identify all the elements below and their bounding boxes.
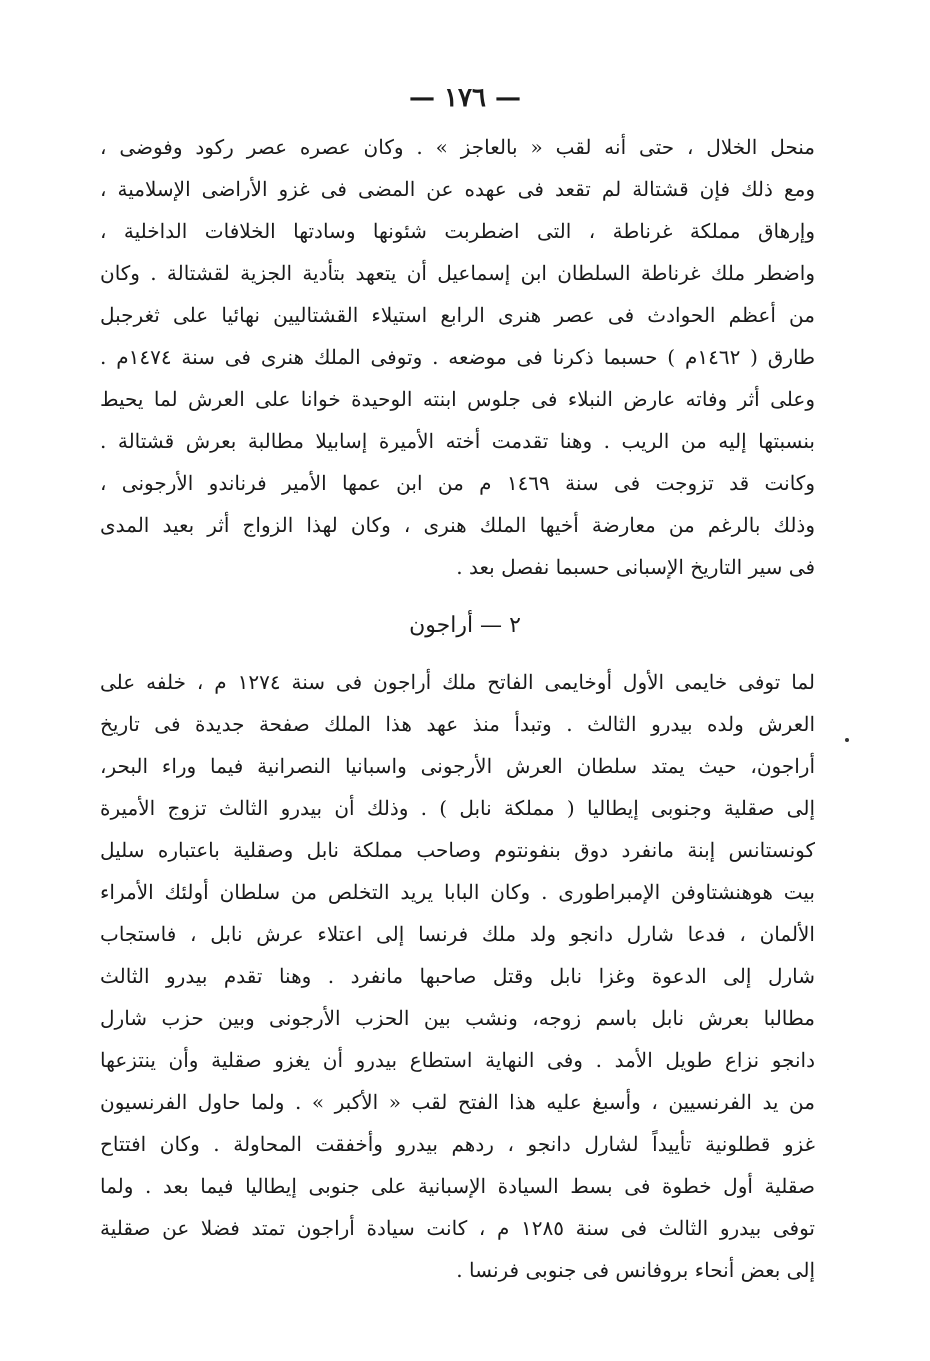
text-line: بيت هوهنشتاوفن الإمبراطورى . وكان البابا يريد التخلص من سلطان أولئك الأمراء	[100, 880, 815, 904]
text-line: توفى بيدرو الثالث فى سنة ١٢٨٥ م ، كانت سيادة أراجون تمتد فضلا عن صقلية	[100, 1216, 815, 1240]
text-line: مطالبا بعرش نابل باسم زوجه، ونشب بين الحزب الأرجونى وبين حزب شارل	[100, 1006, 815, 1030]
text-line: واضطر ملك غرناطة السلطان ابن إسماعيل أن يتعهد بتأدية الجزية لقشتالة . وكان	[100, 261, 815, 285]
text-line: لما توفى خايمى الأول أوخايمى الفاتح ملك أراجون فى سنة ١٢٧٤ م ، خلفه على	[100, 670, 815, 694]
scan-speck	[845, 738, 849, 742]
text-line: وكانت قد تزوجت فى سنة ١٤٦٩ م من ابن عمها الأمير فرناندو الأرجونى ،	[100, 471, 815, 495]
text-line: إلى بعض أنحاء بروفانس فى جنوبى فرنسا .	[456, 1258, 815, 1282]
text-line: طارق ( ١٤٦٢م ) حسبما ذكرنا فى موضعه . وتوفى الملك هنرى فى سنة ١٤٧٤م .	[100, 345, 815, 369]
page-number: — ١٧٦ —	[408, 83, 522, 113]
text-line: ومع ذلك فإن قشتالة لم تقعد فى عهده عن المضى فى غزو الأراضى الإسلامية ،	[100, 177, 815, 201]
text-line: صقلية أول خطوة فى بسط السيادة الإسبانية على جنوبى إيطاليا فيما بعد . ولما	[100, 1174, 815, 1198]
text-line: وعلى أثر وفاته عارض النبلاء فى جلوس ابنته الوحيدة خوانا على العرش لما يحيط	[100, 387, 815, 411]
paragraph-1	[100, 126, 815, 588]
text-line: الألمان ، فدعا شارل دانجو ولد ملك فرنسا إلى اعتلاء عرش نابل ، فاستجاب	[100, 922, 815, 946]
text-line: من يد الفرنسيين ، وأسبغ عليه هذا الفتح لقب « الأكبر » . ولما حاول الفرنسيون	[100, 1090, 815, 1114]
text-line: منحل الخلال ، حتى أنه لقب « بالعاجز » . وكان عصره عصر ركود وفوضى ،	[100, 135, 815, 159]
text-line: وذلك بالرغم من معارضة أخيها الملك هنرى ، وكان لهذا الزواج أثر بعيد المدى	[100, 513, 815, 537]
text-line: العرش ولده بيدرو الثالث . وتبدأ منذ عهد هذا الملك صفحة جديدة فى تاريخ	[100, 712, 815, 736]
paragraph-2	[100, 661, 815, 1291]
text-line: غزو قطلونية تأييداً لشارل دانجو ، ردهم بيدرو وأخفقت المحاولة . وكان افتتاح	[100, 1132, 815, 1156]
text-line: شارل إلى الدعوة وغزا نابل وقتل صاحبها مانفرد . وهنا تقدم بيدرو الثالث	[100, 964, 815, 988]
text-line: دانجو نزاع طويل الأمد . وفى النهاية استطاع بيدرو أن يغزو صقلية وأن ينتزعها	[100, 1048, 815, 1072]
text-line: بنسبتها إليه من الريب . وهنا تقدمت أخته الأميرة إسابيلا مطالبة بعرش قشتالة .	[100, 429, 815, 453]
text-line: إلى صقلية وجنوبى إيطاليا ( مملكة نابل ) . وذلك أن بيدرو الثالث تزوج الأميرة	[100, 796, 815, 820]
text-line: فى سير التاريخ الإسبانى حسبما نفصل بعد .	[456, 555, 815, 579]
text-line: من أعظم الحوادث فى عصر هنرى الرابع استيلاء القشتاليين نهائيا على ثغرجبل	[100, 303, 815, 327]
text-line: كونستانس إبنة مانفرد دوق بنفونتوم وصاحب مملكة نابل وصقلية باعتباره سليل	[100, 838, 815, 862]
section-heading: ٢ — أراجون	[409, 613, 521, 638]
text-line: وإرهاق مملكة غرناطة ، التى اضطربت شئونها وسادتها الخلافات الداخلية ،	[100, 219, 815, 243]
text-line: أراجون، حيث يمتد سلطان العرش الأرجونى واسبانيا النصرانية فيما وراء البحر،	[100, 754, 815, 778]
